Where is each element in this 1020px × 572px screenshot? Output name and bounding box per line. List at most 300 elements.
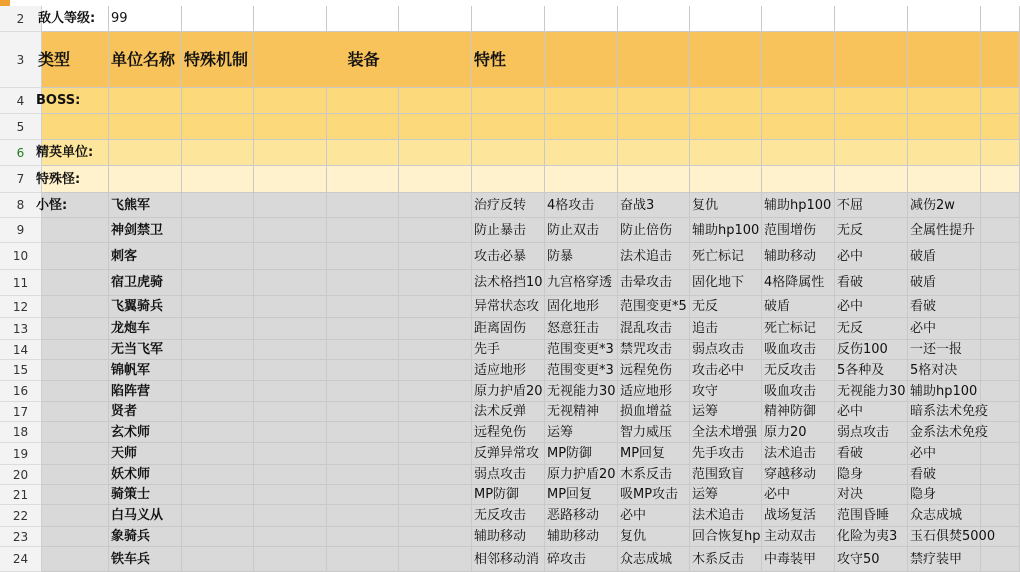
empty-cell[interactable] <box>981 88 1020 114</box>
empty-cell[interactable] <box>835 114 908 140</box>
trait-cell[interactable]: 复仇 <box>618 527 690 547</box>
empty-cell[interactable] <box>399 318 472 340</box>
empty-cell[interactable] <box>327 505 399 527</box>
trait-cell[interactable]: 破盾 <box>908 270 981 296</box>
trait-cell[interactable]: 木系反击 <box>690 547 762 572</box>
trait-cell[interactable]: 奋战3 <box>618 193 690 218</box>
unit-name[interactable]: 贤者 <box>109 402 182 422</box>
empty-cell[interactable] <box>981 505 1020 527</box>
trait-cell[interactable]: 适应地形 <box>618 381 690 402</box>
trait-cell[interactable]: 攻击必中 <box>690 360 762 381</box>
empty-cell[interactable] <box>835 166 908 193</box>
empty-cell[interactable] <box>42 243 109 270</box>
empty-cell[interactable] <box>981 296 1020 318</box>
trait-cell[interactable]: 法术反弹 <box>472 402 545 422</box>
unit-name[interactable]: 铁车兵 <box>109 547 182 572</box>
trait-cell[interactable]: 不屈 <box>835 193 908 218</box>
trait-cell[interactable]: 精神防御 <box>762 402 835 422</box>
empty-cell[interactable] <box>908 166 981 193</box>
empty-cell[interactable] <box>182 114 254 140</box>
trait-cell[interactable]: 隐身 <box>835 465 908 485</box>
empty-cell[interactable] <box>254 296 327 318</box>
trait-cell[interactable]: 5各种及 <box>835 360 908 381</box>
trait-cell[interactable]: 混乱攻击 <box>618 318 690 340</box>
unit-name[interactable]: 白马义从 <box>109 505 182 527</box>
empty-cell[interactable] <box>327 243 399 270</box>
empty-cell[interactable] <box>182 88 254 114</box>
trait-cell[interactable]: 恶路移动 <box>545 505 618 527</box>
trait-cell[interactable]: 隐身 <box>908 485 981 505</box>
trait-cell[interactable]: 攻守50 <box>835 547 908 572</box>
empty-cell[interactable] <box>981 114 1020 140</box>
enemy-level-label[interactable]: 敌人等级: <box>42 6 109 32</box>
unit-name[interactable]: 宿卫虎骑 <box>109 270 182 296</box>
trait-cell[interactable]: 破盾 <box>762 296 835 318</box>
empty-cell[interactable] <box>399 422 472 443</box>
empty-cell[interactable] <box>399 166 472 193</box>
category-empty[interactable] <box>42 114 109 140</box>
trait-cell[interactable]: 无视能力30 <box>835 381 908 402</box>
trait-cell[interactable]: 全属性提升 <box>908 218 981 243</box>
empty-cell[interactable] <box>327 422 399 443</box>
empty-cell[interactable] <box>254 140 327 166</box>
unit-name[interactable]: 锦帆军 <box>109 360 182 381</box>
empty-cell[interactable] <box>981 402 1020 422</box>
empty-cell[interactable] <box>182 381 254 402</box>
empty-cell[interactable] <box>545 6 618 32</box>
empty-cell[interactable] <box>399 218 472 243</box>
row-number[interactable]: 11 <box>0 270 42 296</box>
empty-cell[interactable] <box>254 465 327 485</box>
enemy-level-value[interactable]: 99 <box>109 6 182 32</box>
empty-cell[interactable] <box>327 485 399 505</box>
trait-cell[interactable]: 辅助hp100 <box>690 218 762 243</box>
row-number[interactable]: 23 <box>0 527 42 547</box>
trait-cell[interactable]: 弱点攻击 <box>690 340 762 360</box>
unit-name[interactable]: 天师 <box>109 443 182 465</box>
empty-cell[interactable] <box>762 140 835 166</box>
empty-cell[interactable] <box>981 318 1020 340</box>
unit-name[interactable]: 玄术师 <box>109 422 182 443</box>
empty-cell[interactable] <box>42 381 109 402</box>
empty-cell[interactable] <box>327 340 399 360</box>
trait-cell[interactable]: 禁咒攻击 <box>618 340 690 360</box>
empty-cell[interactable] <box>327 140 399 166</box>
empty-cell[interactable] <box>42 340 109 360</box>
trait-cell[interactable]: 无反 <box>690 296 762 318</box>
trait-cell[interactable]: 看破 <box>908 296 981 318</box>
trait-cell[interactable]: 固化地形 <box>545 296 618 318</box>
empty-cell[interactable] <box>42 465 109 485</box>
empty-cell[interactable] <box>981 218 1020 243</box>
empty-cell[interactable] <box>545 114 618 140</box>
row-number[interactable]: 20 <box>0 465 42 485</box>
row-number[interactable]: 17 <box>0 402 42 422</box>
empty-cell[interactable] <box>472 140 545 166</box>
trait-cell[interactable]: 必中 <box>835 402 908 422</box>
header-special-mechanism[interactable]: 特殊机制 <box>182 32 254 88</box>
empty-cell[interactable] <box>42 270 109 296</box>
trait-cell[interactable]: 反弹异常攻 <box>472 443 545 465</box>
row-number[interactable]: 19 <box>0 443 42 465</box>
empty-cell[interactable] <box>399 465 472 485</box>
trait-cell[interactable]: 回合恢复hp <box>690 527 762 547</box>
row-number[interactable]: 18 <box>0 422 42 443</box>
unit-name[interactable]: 飞熊军 <box>109 193 182 218</box>
trait-cell[interactable]: 远程免伤 <box>618 360 690 381</box>
empty-cell[interactable] <box>545 88 618 114</box>
empty-cell[interactable] <box>327 193 399 218</box>
empty-cell[interactable] <box>254 218 327 243</box>
empty-cell[interactable] <box>908 114 981 140</box>
empty-cell[interactable] <box>327 318 399 340</box>
empty-cell[interactable] <box>399 381 472 402</box>
empty-cell[interactable] <box>981 381 1020 402</box>
row-number[interactable]: 8 <box>0 193 42 218</box>
trait-cell[interactable]: 必中 <box>835 296 908 318</box>
empty-cell[interactable] <box>399 505 472 527</box>
empty-cell[interactable] <box>254 166 327 193</box>
trait-cell[interactable]: 范围变更*3 <box>545 340 618 360</box>
empty-cell[interactable] <box>42 402 109 422</box>
header-empty[interactable] <box>618 32 690 88</box>
empty-cell[interactable] <box>182 296 254 318</box>
trait-cell[interactable]: 原力护盾20 <box>472 381 545 402</box>
trait-cell[interactable]: 运筹 <box>690 485 762 505</box>
category-minion[interactable]: 小怪: <box>42 193 109 218</box>
trait-cell[interactable]: 损血增益 <box>618 402 690 422</box>
trait-cell[interactable]: 防止双击 <box>545 218 618 243</box>
empty-cell[interactable] <box>762 114 835 140</box>
trait-cell[interactable]: 法术追击 <box>690 505 762 527</box>
trait-cell[interactable]: 无反 <box>835 218 908 243</box>
trait-cell[interactable]: 距离固伤 <box>472 318 545 340</box>
trait-cell[interactable]: 辅助移动 <box>472 527 545 547</box>
trait-cell[interactable]: 禁疗装甲 <box>908 547 981 572</box>
empty-cell[interactable] <box>399 340 472 360</box>
trait-cell[interactable]: 辅助hp100 <box>762 193 835 218</box>
empty-cell[interactable] <box>908 140 981 166</box>
empty-cell[interactable] <box>835 6 908 32</box>
unit-name[interactable]: 神剑禁卫 <box>109 218 182 243</box>
header-equipment[interactable]: 装备 <box>254 32 472 88</box>
trait-cell[interactable]: MP回复 <box>618 443 690 465</box>
row-number[interactable]: 2 <box>0 6 42 32</box>
empty-cell[interactable] <box>981 270 1020 296</box>
trait-cell[interactable]: 看破 <box>908 465 981 485</box>
trait-cell[interactable]: 原力20 <box>762 422 835 443</box>
trait-cell[interactable]: 弱点攻击 <box>472 465 545 485</box>
row-number[interactable]: 12 <box>0 296 42 318</box>
empty-cell[interactable] <box>981 140 1020 166</box>
empty-cell[interactable] <box>399 547 472 572</box>
empty-cell[interactable] <box>835 140 908 166</box>
empty-cell[interactable] <box>182 465 254 485</box>
trait-cell[interactable]: 追击 <box>690 318 762 340</box>
trait-cell[interactable]: 范围变更*3 <box>545 360 618 381</box>
empty-cell[interactable] <box>182 485 254 505</box>
empty-cell[interactable] <box>109 88 182 114</box>
trait-cell[interactable]: 相邻移动消 <box>472 547 545 572</box>
unit-name[interactable]: 飞翼骑兵 <box>109 296 182 318</box>
unit-name[interactable]: 龙炮车 <box>109 318 182 340</box>
empty-cell[interactable] <box>254 381 327 402</box>
trait-cell[interactable]: 原力护盾20 <box>545 465 618 485</box>
trait-cell[interactable]: 4格攻击 <box>545 193 618 218</box>
row-number[interactable]: 6 <box>0 140 42 166</box>
empty-cell[interactable] <box>981 443 1020 465</box>
trait-cell[interactable]: 先手攻击 <box>690 443 762 465</box>
trait-cell[interactable]: 怒意狂击 <box>545 318 618 340</box>
empty-cell[interactable] <box>327 465 399 485</box>
empty-cell[interactable] <box>835 88 908 114</box>
trait-cell[interactable]: 暗系法术免疫 <box>908 402 981 422</box>
empty-cell[interactable] <box>254 485 327 505</box>
unit-name[interactable]: 陷阵营 <box>109 381 182 402</box>
empty-cell[interactable] <box>472 114 545 140</box>
empty-cell[interactable] <box>981 465 1020 485</box>
empty-cell[interactable] <box>327 88 399 114</box>
empty-cell[interactable] <box>981 340 1020 360</box>
trait-cell[interactable]: 治疗反转 <box>472 193 545 218</box>
empty-cell[interactable] <box>399 193 472 218</box>
empty-cell[interactable] <box>399 296 472 318</box>
empty-cell[interactable] <box>399 6 472 32</box>
empty-cell[interactable] <box>182 140 254 166</box>
row-number[interactable]: 7 <box>0 166 42 193</box>
empty-cell[interactable] <box>42 443 109 465</box>
trait-cell[interactable]: 适应地形 <box>472 360 545 381</box>
empty-cell[interactable] <box>327 6 399 32</box>
empty-cell[interactable] <box>327 527 399 547</box>
trait-cell[interactable]: 先手 <box>472 340 545 360</box>
empty-cell[interactable] <box>399 114 472 140</box>
empty-cell[interactable] <box>182 218 254 243</box>
empty-cell[interactable] <box>327 547 399 572</box>
trait-cell[interactable]: 吸MP攻击 <box>618 485 690 505</box>
trait-cell[interactable]: MP防御 <box>472 485 545 505</box>
trait-cell[interactable]: 必中 <box>835 243 908 270</box>
empty-cell[interactable] <box>254 114 327 140</box>
trait-cell[interactable]: 穿越移动 <box>762 465 835 485</box>
empty-cell[interactable] <box>182 527 254 547</box>
row-number[interactable]: 3 <box>0 32 42 88</box>
empty-cell[interactable] <box>618 140 690 166</box>
row-number[interactable]: 15 <box>0 360 42 381</box>
trait-cell[interactable]: 无反攻击 <box>762 360 835 381</box>
empty-cell[interactable] <box>472 6 545 32</box>
empty-cell[interactable] <box>399 527 472 547</box>
empty-cell[interactable] <box>254 270 327 296</box>
trait-cell[interactable]: 无反攻击 <box>472 505 545 527</box>
empty-cell[interactable] <box>399 360 472 381</box>
row-number[interactable]: 22 <box>0 505 42 527</box>
trait-cell[interactable]: 防止暴击 <box>472 218 545 243</box>
empty-cell[interactable] <box>254 402 327 422</box>
empty-cell[interactable] <box>545 140 618 166</box>
trait-cell[interactable]: 吸血攻击 <box>762 381 835 402</box>
header-empty[interactable] <box>762 32 835 88</box>
empty-cell[interactable] <box>254 443 327 465</box>
trait-cell[interactable]: 看破 <box>835 443 908 465</box>
empty-cell[interactable] <box>182 6 254 32</box>
unit-name[interactable]: 妖术师 <box>109 465 182 485</box>
empty-cell[interactable] <box>254 527 327 547</box>
header-type[interactable]: 类型 <box>42 32 109 88</box>
row-number[interactable]: 10 <box>0 243 42 270</box>
header-traits[interactable]: 特性 <box>472 32 545 88</box>
empty-cell[interactable] <box>182 270 254 296</box>
empty-cell[interactable] <box>981 166 1020 193</box>
empty-cell[interactable] <box>327 114 399 140</box>
empty-cell[interactable] <box>762 166 835 193</box>
trait-cell[interactable]: 必中 <box>908 443 981 465</box>
header-empty[interactable] <box>908 32 981 88</box>
empty-cell[interactable] <box>908 6 981 32</box>
empty-cell[interactable] <box>182 443 254 465</box>
trait-cell[interactable]: 看破 <box>835 270 908 296</box>
trait-cell[interactable]: 无反 <box>835 318 908 340</box>
empty-cell[interactable] <box>762 6 835 32</box>
empty-cell[interactable] <box>327 218 399 243</box>
empty-cell[interactable] <box>981 193 1020 218</box>
empty-cell[interactable] <box>327 360 399 381</box>
empty-cell[interactable] <box>399 243 472 270</box>
empty-cell[interactable] <box>254 360 327 381</box>
trait-cell[interactable]: 4格降属性 <box>762 270 835 296</box>
header-empty[interactable] <box>690 32 762 88</box>
empty-cell[interactable] <box>109 114 182 140</box>
empty-cell[interactable] <box>182 243 254 270</box>
row-number[interactable]: 9 <box>0 218 42 243</box>
empty-cell[interactable] <box>981 527 1020 547</box>
trait-cell[interactable]: 防止倍伤 <box>618 218 690 243</box>
trait-cell[interactable]: 必中 <box>762 485 835 505</box>
trait-cell[interactable]: 中毒装甲 <box>762 547 835 572</box>
trait-cell[interactable]: 击晕攻击 <box>618 270 690 296</box>
empty-cell[interactable] <box>399 270 472 296</box>
empty-cell[interactable] <box>981 422 1020 443</box>
header-unit-name[interactable]: 单位名称 <box>109 32 182 88</box>
trait-cell[interactable]: 化险为夷3 <box>835 527 908 547</box>
trait-cell[interactable]: 无视精神 <box>545 402 618 422</box>
empty-cell[interactable] <box>618 6 690 32</box>
trait-cell[interactable]: 运筹 <box>545 422 618 443</box>
trait-cell[interactable]: 运筹 <box>690 402 762 422</box>
empty-cell[interactable] <box>618 166 690 193</box>
empty-cell[interactable] <box>399 402 472 422</box>
trait-cell[interactable]: 范围昏睡 <box>835 505 908 527</box>
empty-cell[interactable] <box>327 270 399 296</box>
trait-cell[interactable]: 全法术增强 <box>690 422 762 443</box>
category-elite[interactable]: 精英单位: <box>42 140 109 166</box>
row-number[interactable]: 16 <box>0 381 42 402</box>
trait-cell[interactable]: 金系法术免疫 <box>908 422 981 443</box>
empty-cell[interactable] <box>981 243 1020 270</box>
trait-cell[interactable]: 5格对决 <box>908 360 981 381</box>
row-number[interactable]: 24 <box>0 547 42 572</box>
trait-cell[interactable]: 异常状态攻 <box>472 296 545 318</box>
trait-cell[interactable]: 防暴 <box>545 243 618 270</box>
trait-cell[interactable]: 必中 <box>908 318 981 340</box>
empty-cell[interactable] <box>618 114 690 140</box>
unit-name[interactable]: 刺客 <box>109 243 182 270</box>
empty-cell[interactable] <box>42 360 109 381</box>
trait-cell[interactable]: MP回复 <box>545 485 618 505</box>
trait-cell[interactable]: 九宫格穿透 <box>545 270 618 296</box>
empty-cell[interactable] <box>254 547 327 572</box>
empty-cell[interactable] <box>327 166 399 193</box>
empty-cell[interactable] <box>908 88 981 114</box>
category-special[interactable]: 特殊怪: <box>42 166 109 193</box>
empty-cell[interactable] <box>109 140 182 166</box>
trait-cell[interactable]: 固化地下 <box>690 270 762 296</box>
empty-cell[interactable] <box>182 166 254 193</box>
empty-cell[interactable] <box>545 166 618 193</box>
trait-cell[interactable]: 碎攻击 <box>545 547 618 572</box>
trait-cell[interactable]: 木系反击 <box>618 465 690 485</box>
trait-cell[interactable]: 死亡标记 <box>690 243 762 270</box>
trait-cell[interactable]: 范围变更*5 <box>618 296 690 318</box>
trait-cell[interactable]: 战场复活 <box>762 505 835 527</box>
empty-cell[interactable] <box>254 318 327 340</box>
header-empty[interactable] <box>835 32 908 88</box>
row-number[interactable]: 5 <box>0 114 42 140</box>
empty-cell[interactable] <box>254 6 327 32</box>
trait-cell[interactable]: 法术格挡10 <box>472 270 545 296</box>
trait-cell[interactable]: 智力威压 <box>618 422 690 443</box>
empty-cell[interactable] <box>327 402 399 422</box>
empty-cell[interactable] <box>182 422 254 443</box>
empty-cell[interactable] <box>182 318 254 340</box>
empty-cell[interactable] <box>327 443 399 465</box>
empty-cell[interactable] <box>472 88 545 114</box>
empty-cell[interactable] <box>472 166 545 193</box>
empty-cell[interactable] <box>42 485 109 505</box>
empty-cell[interactable] <box>399 140 472 166</box>
row-number[interactable]: 4 <box>0 88 42 114</box>
empty-cell[interactable] <box>182 547 254 572</box>
empty-cell[interactable] <box>690 140 762 166</box>
trait-cell[interactable]: 辅助移动 <box>762 243 835 270</box>
trait-cell[interactable]: 一还一报 <box>908 340 981 360</box>
empty-cell[interactable] <box>42 318 109 340</box>
trait-cell[interactable]: 攻守 <box>690 381 762 402</box>
empty-cell[interactable] <box>690 166 762 193</box>
trait-cell[interactable]: 众志成城 <box>618 547 690 572</box>
trait-cell[interactable]: 攻击必暴 <box>472 243 545 270</box>
trait-cell[interactable]: 辅助移动 <box>545 527 618 547</box>
trait-cell[interactable]: 法术追击 <box>618 243 690 270</box>
empty-cell[interactable] <box>981 360 1020 381</box>
empty-cell[interactable] <box>182 505 254 527</box>
empty-cell[interactable] <box>690 88 762 114</box>
empty-cell[interactable] <box>618 88 690 114</box>
empty-cell[interactable] <box>254 243 327 270</box>
trait-cell[interactable]: 主动双击 <box>762 527 835 547</box>
empty-cell[interactable] <box>182 402 254 422</box>
trait-cell[interactable]: 范围增伤 <box>762 218 835 243</box>
empty-cell[interactable] <box>182 340 254 360</box>
trait-cell[interactable]: 吸血攻击 <box>762 340 835 360</box>
trait-cell[interactable]: 法术追击 <box>762 443 835 465</box>
trait-cell[interactable]: 反伤100 <box>835 340 908 360</box>
unit-name[interactable]: 无当飞军 <box>109 340 182 360</box>
empty-cell[interactable] <box>399 88 472 114</box>
trait-cell[interactable]: 无视能力30 <box>545 381 618 402</box>
trait-cell[interactable]: 众志成城 <box>908 505 981 527</box>
trait-cell[interactable]: 减伤2w <box>908 193 981 218</box>
